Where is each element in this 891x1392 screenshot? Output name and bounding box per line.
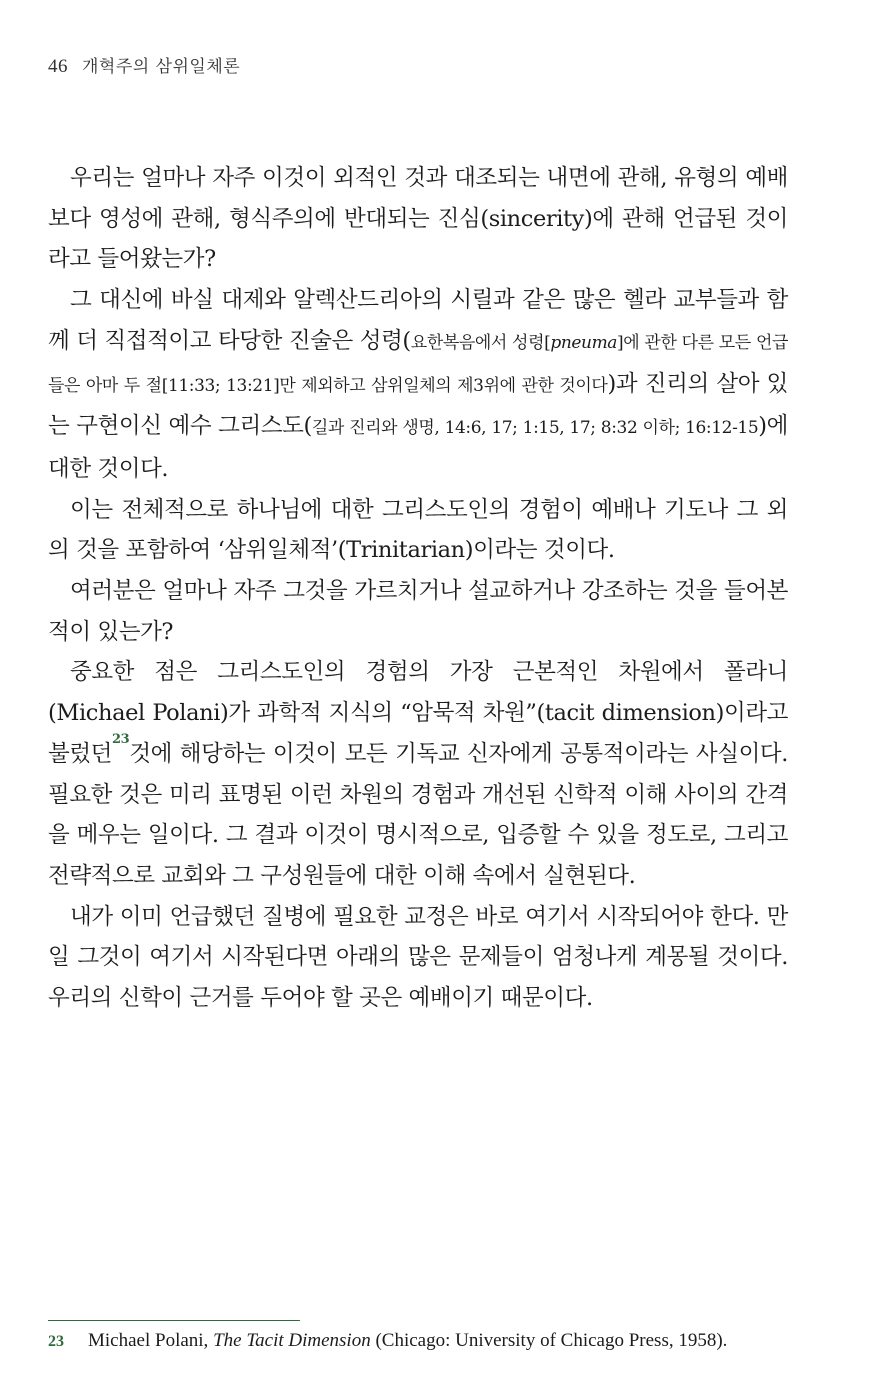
p2-aside-2: ]에 관한 다른 모든 언급들은 아마 두 절[11:33; 13:21]만 제외하고 삼위일체의 제3위에 관한 것이다 (48, 332, 788, 396)
paragraph-6: 내가 이미 언급했던 질병에 필요한 교정은 바로 여기서 시작되어야 한다. 만일 그것이 여기서 시작된다면 아래의 많은 문제들이 엄청나게 계몽될 것이다. 우리의 신학이 근거를 두어야 할 곳은 예배이기 때문이다. (48, 903, 788, 1012)
footnote-divider (48, 1320, 300, 1321)
footnote-title: The Tacit Dimension (213, 1330, 371, 1351)
p2-aside-1: 요한복음에서 성령[ (410, 332, 551, 353)
p5-text-b: 것에 해당하는 이것이 모든 기독교 신자에게 공통적이라는 사실이다. 필요한 것은 미리 표명된 이런 차원의 경험과 개선된 신학적 이해 사이의 간격을 메우는 일이다. 그 결과 이것이 명시적으로, 입증할 수 있을 정도로, 그리고 전략적으로 교회와 그 구성원들에 대한 이해 속에서 실현된다. (48, 740, 788, 889)
footnote-publication: (Chicago: University of Chicago Press, 1958). (375, 1330, 728, 1351)
p5-text-a: 중요한 점은 그리스도인의 경험의 가장 근본적인 차원에서 폴라니(Michael Polani)가 과학적 지식의 “암묵적 차원”(tacit dimension)이라고 불렀던 (48, 659, 788, 767)
paragraph-3: 이는 전체적으로 하나님에 대한 그리스도인의 경험이 예배나 기도나 그 외의 것을 포함하여 ‘삼위일체적’(Trinitarian)이라는 것이다. (48, 496, 788, 564)
p2-italic-term: pneuma (550, 332, 618, 353)
paragraph-5 (48, 652, 788, 896)
p2-text-b: )과 진리의 살아 있는 구현이신 예수 그리스도( (48, 370, 788, 440)
p2-text-c: )에 대한 것이다. (48, 413, 788, 482)
paragraph-2 (48, 280, 788, 490)
footnote-number: 23 (48, 1333, 64, 1350)
footnote-author: Michael Polani, (88, 1330, 209, 1351)
running-header (48, 52, 240, 78)
footnote (48, 1330, 848, 1352)
paragraph-4: 여러분은 얼마나 자주 그것을 가르치거나 설교하거나 강조하는 것을 들어본 적이 있는가? (48, 578, 788, 645)
paragraph-1: 우리는 얼마나 자주 이것이 외적인 것과 대조되는 내면에 관해, 유형의 예배보다 영성에 관해, 형식주의에 반대되는 진심(sincerity)에 관해 언급된 것이라고 들어왔는가? (48, 165, 788, 273)
running-title: 개혁주의 삼위일체론 (82, 57, 241, 77)
p2-text-a: 그 대신에 바실 대제와 알렉산드리아의 시릴과 같은 많은 헬라 교부들과 함께 더 직접적이고 타당한 진술은 성령( (48, 287, 788, 354)
page-number: 46 (48, 56, 68, 77)
body-text (48, 158, 788, 1019)
footnote-ref-23[interactable]: 23 (112, 731, 130, 747)
p2-aside-3: 길과 진리와 생명, 14:6, 17; 1:15, 17; 8:32 이하; 16:12-15 (311, 418, 759, 439)
